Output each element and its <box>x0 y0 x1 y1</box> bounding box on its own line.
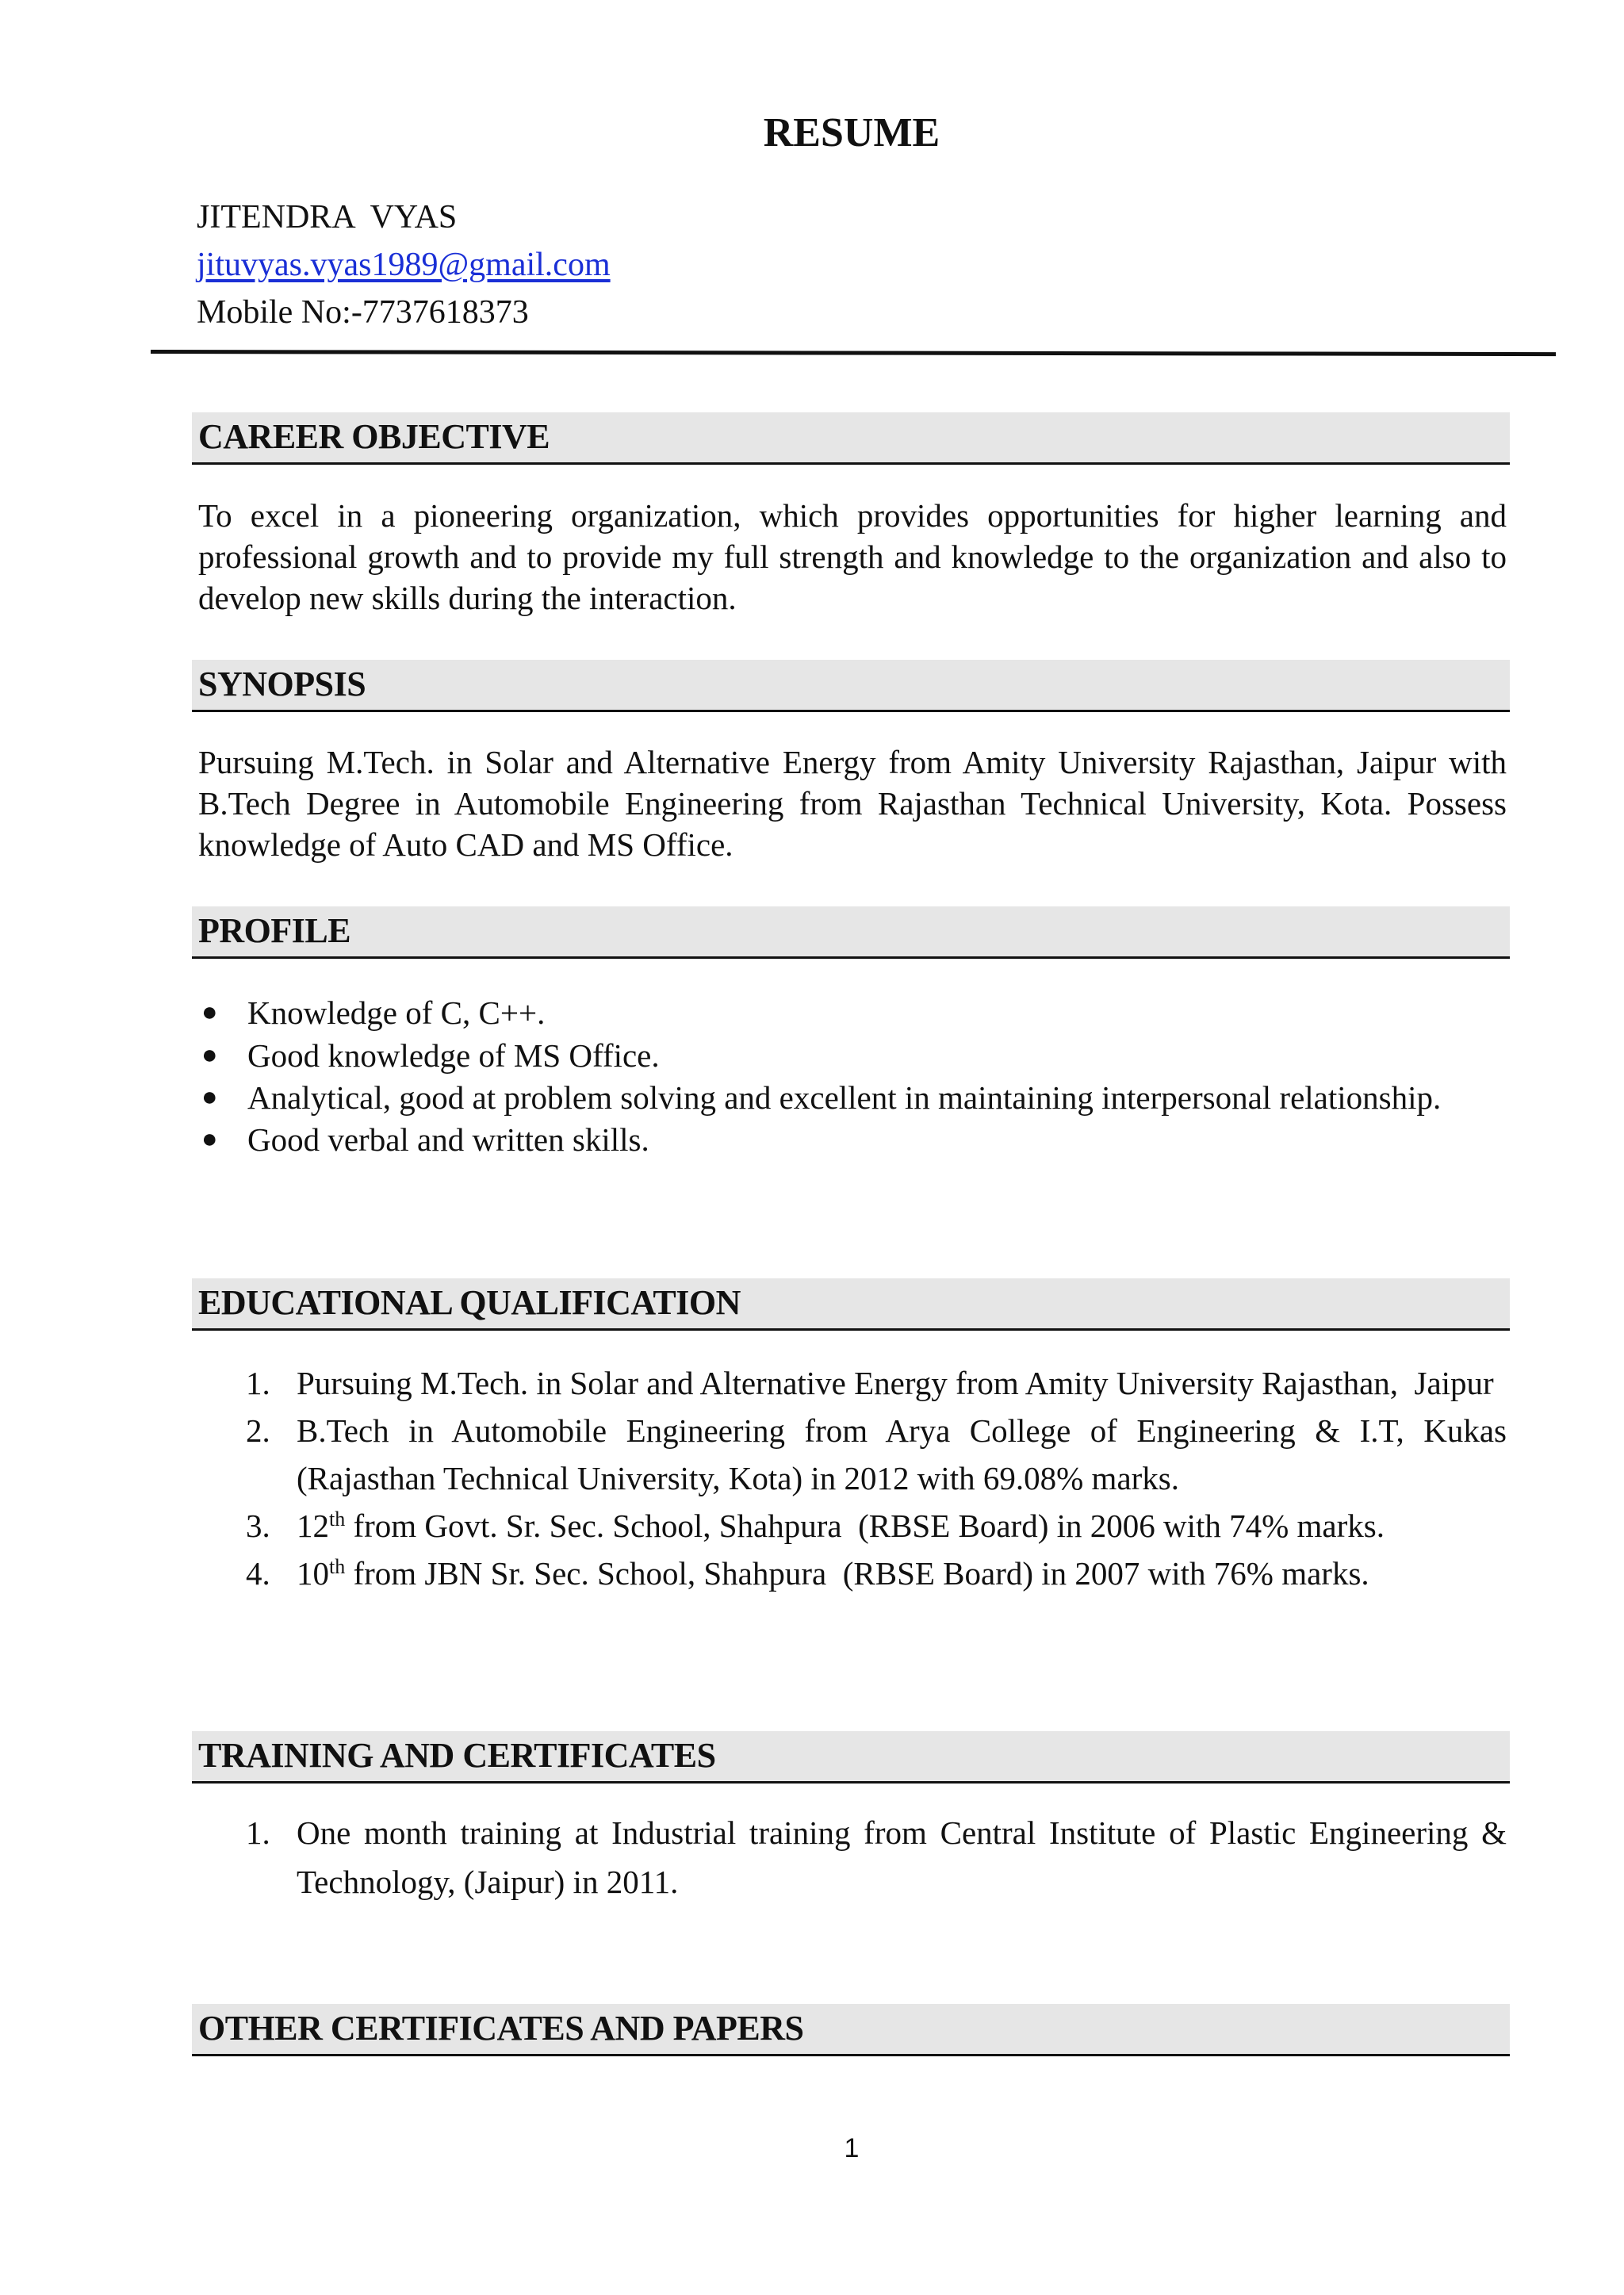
list-item: 4. 10th from JBN Sr. Sec. School, Shahpura (RBSE Board) in 2007 with 76% marks. <box>246 1555 1369 1592</box>
education-list <box>238 1359 1507 1597</box>
section-heading-education: EDUCATIONAL QUALIFICATION <box>192 1278 1510 1331</box>
section-heading-profile: PROFILE <box>192 906 1510 959</box>
bullet-icon: ● <box>201 1082 218 1112</box>
list-item: 2. B.Tech in Automobile Engineering from Arya College of Engineering & I.T, Kukas (Rajasthan Technical University, Kota) in 2012 with 69.08% marks. <box>246 1412 1507 1496</box>
section-heading-other-certificates: OTHER CERTIFICATES AND PAPERS <box>192 2004 1510 2056</box>
bullet-icon: ● <box>201 1125 218 1154</box>
training-list <box>238 1808 1507 1906</box>
list-item: 1. One month training at Industrial training from Central Institute of Plastic Engineering & Technology, (Jaipur) in 2011. <box>246 1814 1507 1900</box>
bullet-icon: ● <box>201 1040 218 1070</box>
profile-list <box>198 993 1507 1159</box>
list-item: ● Good verbal and written skills. <box>201 1121 649 1158</box>
list-item: 1. Pursuing M.Tech. in Solar and Alternative Energy from Amity University Rajasthan, Jaipur <box>246 1365 1494 1401</box>
page-number: 1 <box>844 2133 860 2163</box>
section-heading-career-objective: CAREER OBJECTIVE <box>192 412 1510 465</box>
synopsis-text: Pursuing M.Tech. in Solar and Alternative Energy from Amity University Rajasthan, Jaipur with B.Tech Degree in Automobile Engineering from Rajasthan Technical University, Kota. Possess knowledge of Auto CAD and MS Office. <box>198 744 1507 863</box>
section-heading-synopsis: SYNOPSIS <box>192 660 1510 712</box>
email-link[interactable]: jituvyas.vyas1989@gmail.com <box>197 247 611 283</box>
list-item: ● Analytical, good at problem solving and excellent in maintaining interpersonal relationship. <box>201 1079 1442 1116</box>
candidate-name: JITENDRA VYAS <box>197 199 458 236</box>
bullet-icon: ● <box>201 998 218 1027</box>
career-objective-text: To excel in a pioneering organization, which provides opportunities for higher learning and professional growth and to provide my full strength and knowledge to the organization and also to develop new skills during the interaction. <box>198 497 1507 616</box>
contact-block <box>197 193 611 336</box>
list-item: 3. 12th from Govt. Sr. Sec. School, Shahpura (RBSE Board) in 2006 with 74% marks. <box>246 1508 1385 1544</box>
list-item: ● Knowledge of C, C++. <box>201 994 546 1031</box>
list-item: ● Good knowledge of MS Office. <box>201 1037 660 1074</box>
page-title: RESUME <box>763 110 940 155</box>
header-divider <box>151 350 1556 356</box>
mobile-number: Mobile No:-7737618373 <box>197 294 529 331</box>
section-heading-training: TRAINING AND CERTIFICATES <box>192 1731 1510 1784</box>
